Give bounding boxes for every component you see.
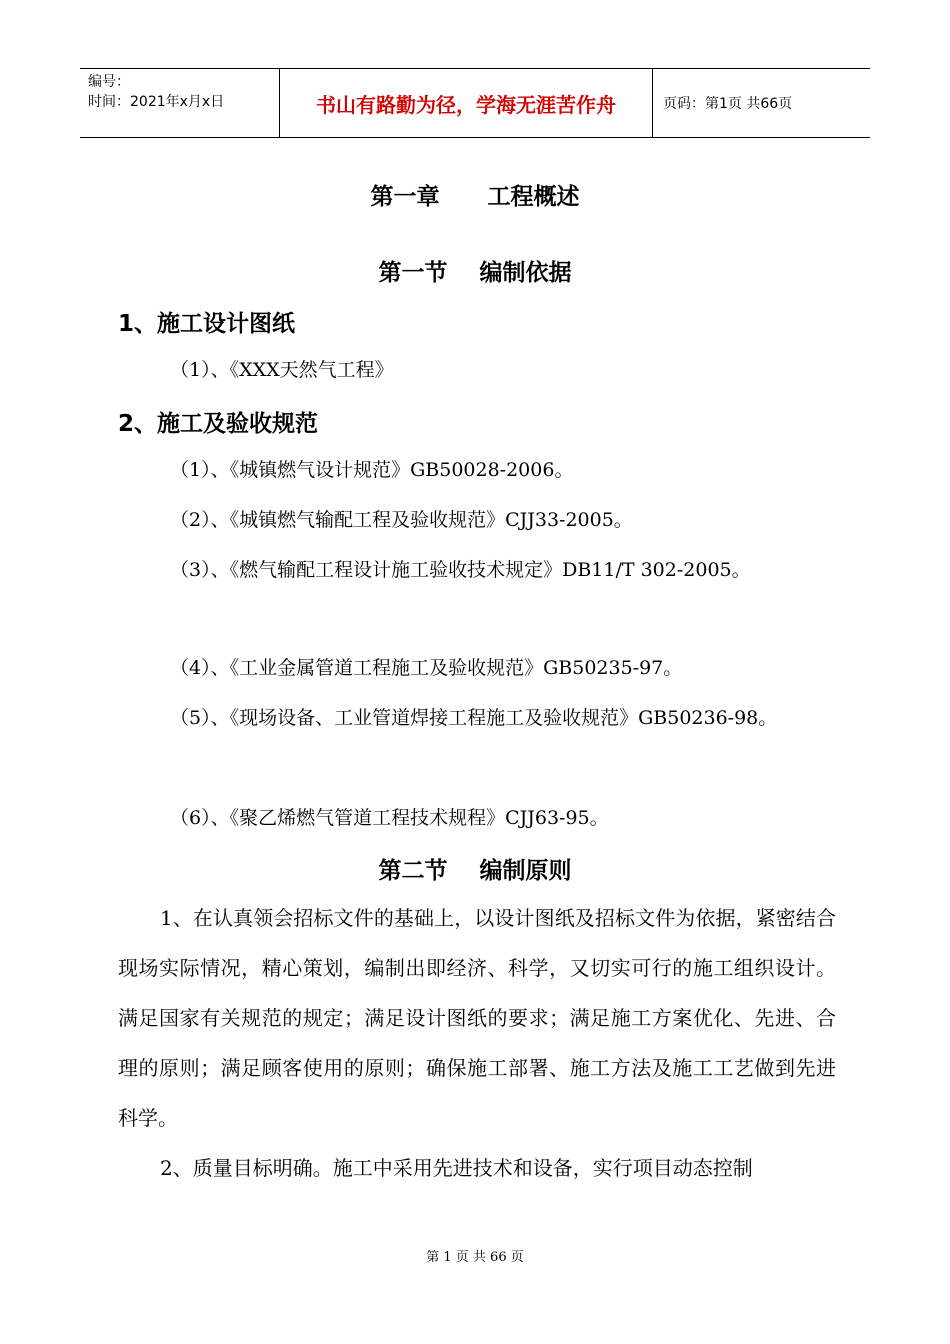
list-item: （1）、《城镇燃气设计规范》GB50028-2006。 xyxy=(170,459,574,481)
page-footer: 第 1 页 共 66 页 xyxy=(426,1250,524,1265)
document-number-label: 编号： xyxy=(88,74,130,90)
list-item: （5）、《现场设备、工业管道焊接工程施工及验收规范》GB50236-98。 xyxy=(170,707,778,729)
list-item: （4）、《工业金属管道工程施工及验收规范》GB50235-97。 xyxy=(170,657,683,679)
section-title-basis: 第一节 编制依据 xyxy=(378,260,572,286)
section-title-principles: 第二节 编制原则 xyxy=(378,858,572,884)
subheading-design-drawings: 1、施工设计图纸 xyxy=(118,311,296,337)
header-meta-cell xyxy=(80,69,280,137)
body-paragraph: 2、质量目标明确。施工中采用先进技术和设备，实行项目动态控制 xyxy=(160,1156,753,1180)
chapter-title: 第一章 工程概述 xyxy=(370,184,580,210)
header-page-info: 页码：第1页 共66页 xyxy=(663,96,793,112)
body-paragraph: 1、在认真领会招标文件的基础上，以设计图纸及招标文件为依据，紧密结合现场实际情况，精心策划，编制出即经济、科学，又切实可行的施工组织设计。满足国家有关规范的规定；满足设计图纸的要求；满足施工方案优化、先进、合理的原则；满足顾客使用的原则；确保施工部署、施工方法及施工工艺做到先进科学。 xyxy=(118,906,836,1130)
subheading-specifications: 2、施工及验收规范 xyxy=(118,411,319,437)
list-item: （2）、《城镇燃气输配工程及验收规范》CJJ33-2005。 xyxy=(170,509,633,531)
list-item: （1）、《XXX天然气工程》 xyxy=(170,359,394,381)
header-motto: 书山有路勤为径，学海无涯苦作舟 xyxy=(280,69,653,137)
page-header xyxy=(80,68,870,138)
list-item: （3）、《燃气输配工程设计施工验收技术规定》DB11/T 302-2005。 xyxy=(170,559,751,581)
list-item: （6）、《聚乙烯燃气管道工程技术规程》CJJ63-95。 xyxy=(170,807,609,829)
document-date-label: 时间：2021年x月x日 xyxy=(88,94,225,110)
